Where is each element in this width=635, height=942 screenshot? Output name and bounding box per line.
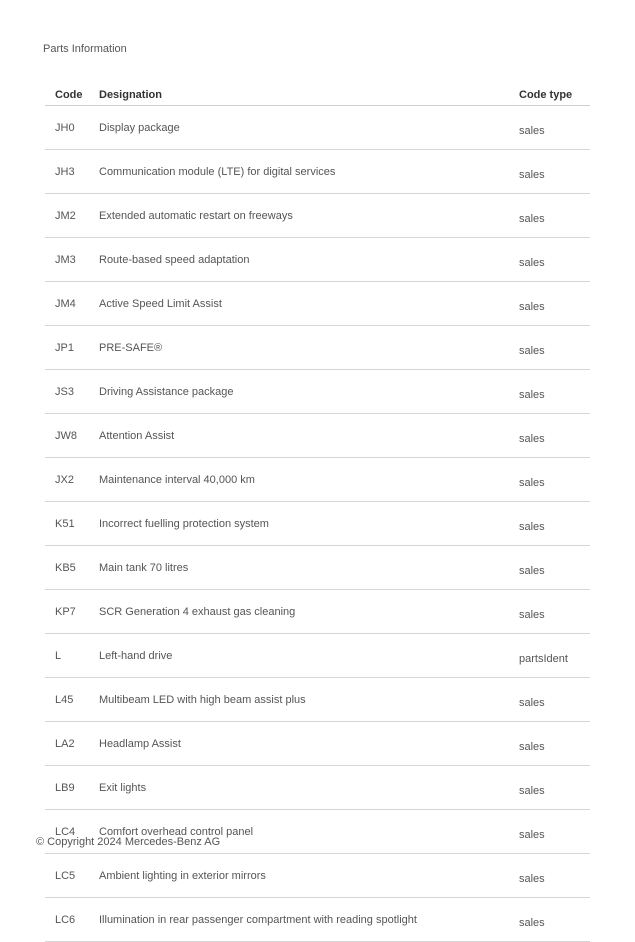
code-type-cell: sales	[519, 766, 590, 810]
code-cell: LC6	[45, 898, 99, 942]
column-header-code-type: Code type	[519, 70, 590, 106]
code-cell: JM3	[45, 238, 99, 282]
code-type-cell: sales	[519, 854, 590, 898]
code-type-cell: sales	[519, 898, 590, 942]
table-row	[45, 766, 590, 810]
code-cell: L45	[45, 678, 99, 722]
table-row	[45, 414, 590, 458]
designation-cell: Maintenance interval 40,000 km	[99, 458, 519, 502]
code-type-cell: sales	[519, 458, 590, 502]
code-type-cell: sales	[519, 546, 590, 590]
table-row	[45, 854, 590, 898]
table-row	[45, 238, 590, 282]
code-cell: KP7	[45, 590, 99, 634]
code-cell: L	[45, 634, 99, 678]
code-type-cell: partsIdent	[519, 634, 590, 678]
designation-cell: SCR Generation 4 exhaust gas cleaning	[99, 590, 519, 634]
parts-table	[45, 70, 590, 942]
table-row	[45, 898, 590, 942]
column-header-code: Code	[45, 70, 99, 106]
code-type-cell: sales	[519, 370, 590, 414]
designation-cell: Route-based speed adaptation	[99, 238, 519, 282]
designation-cell: Incorrect fuelling protection system	[99, 502, 519, 546]
code-cell: JM4	[45, 282, 99, 326]
copyright-notice: © Copyright 2024 Mercedes-Benz AG	[36, 836, 221, 848]
table-row	[45, 634, 590, 678]
code-type-cell: sales	[519, 238, 590, 282]
code-type-cell: sales	[519, 282, 590, 326]
designation-cell: Multibeam LED with high beam assist plus	[99, 678, 519, 722]
code-cell: LC5	[45, 854, 99, 898]
code-cell: JH0	[45, 106, 99, 150]
code-type-cell: sales	[519, 106, 590, 150]
designation-cell: Main tank 70 litres	[99, 546, 519, 590]
table-row	[45, 106, 590, 150]
table-row	[45, 150, 590, 194]
code-cell: JS3	[45, 370, 99, 414]
code-type-cell: sales	[519, 502, 590, 546]
code-cell: JW8	[45, 414, 99, 458]
table-row	[45, 502, 590, 546]
section-title: Parts Information	[43, 43, 127, 55]
table-row	[45, 282, 590, 326]
designation-cell: PRE-SAFE®	[99, 326, 519, 370]
designation-cell: Driving Assistance package	[99, 370, 519, 414]
code-cell: JM2	[45, 194, 99, 238]
table-row	[45, 546, 590, 590]
code-type-cell: sales	[519, 722, 590, 766]
code-type-cell: sales	[519, 678, 590, 722]
code-cell: JX2	[45, 458, 99, 502]
designation-cell: Extended automatic restart on freeways	[99, 194, 519, 238]
code-cell: JP1	[45, 326, 99, 370]
code-cell: K51	[45, 502, 99, 546]
code-cell: KB5	[45, 546, 99, 590]
code-type-cell: sales	[519, 150, 590, 194]
table-row	[45, 370, 590, 414]
code-type-cell: sales	[519, 590, 590, 634]
code-cell: JH3	[45, 150, 99, 194]
designation-cell: Display package	[99, 106, 519, 150]
table-row	[45, 678, 590, 722]
table-header-row	[45, 70, 590, 106]
designation-cell: Headlamp Assist	[99, 722, 519, 766]
table-row	[45, 458, 590, 502]
code-type-cell: sales	[519, 326, 590, 370]
code-cell: LA2	[45, 722, 99, 766]
code-cell: LC4	[45, 810, 99, 854]
designation-cell: Comfort overhead control panel	[99, 810, 519, 854]
designation-cell: Left-hand drive	[99, 634, 519, 678]
designation-cell: Communication module (LTE) for digital services	[99, 150, 519, 194]
designation-cell: Illumination in rear passenger compartment with reading spotlight	[99, 898, 519, 942]
designation-cell: Attention Assist	[99, 414, 519, 458]
designation-cell: Ambient lighting in exterior mirrors	[99, 854, 519, 898]
table-row	[45, 590, 590, 634]
table-row	[45, 326, 590, 370]
column-header-designation: Designation	[99, 70, 519, 106]
code-type-cell: sales	[519, 414, 590, 458]
designation-cell: Exit lights	[99, 766, 519, 810]
code-type-cell: sales	[519, 810, 590, 854]
code-type-cell: sales	[519, 194, 590, 238]
table-row	[45, 722, 590, 766]
code-cell: LB9	[45, 766, 99, 810]
table-row	[45, 194, 590, 238]
designation-cell: Active Speed Limit Assist	[99, 282, 519, 326]
